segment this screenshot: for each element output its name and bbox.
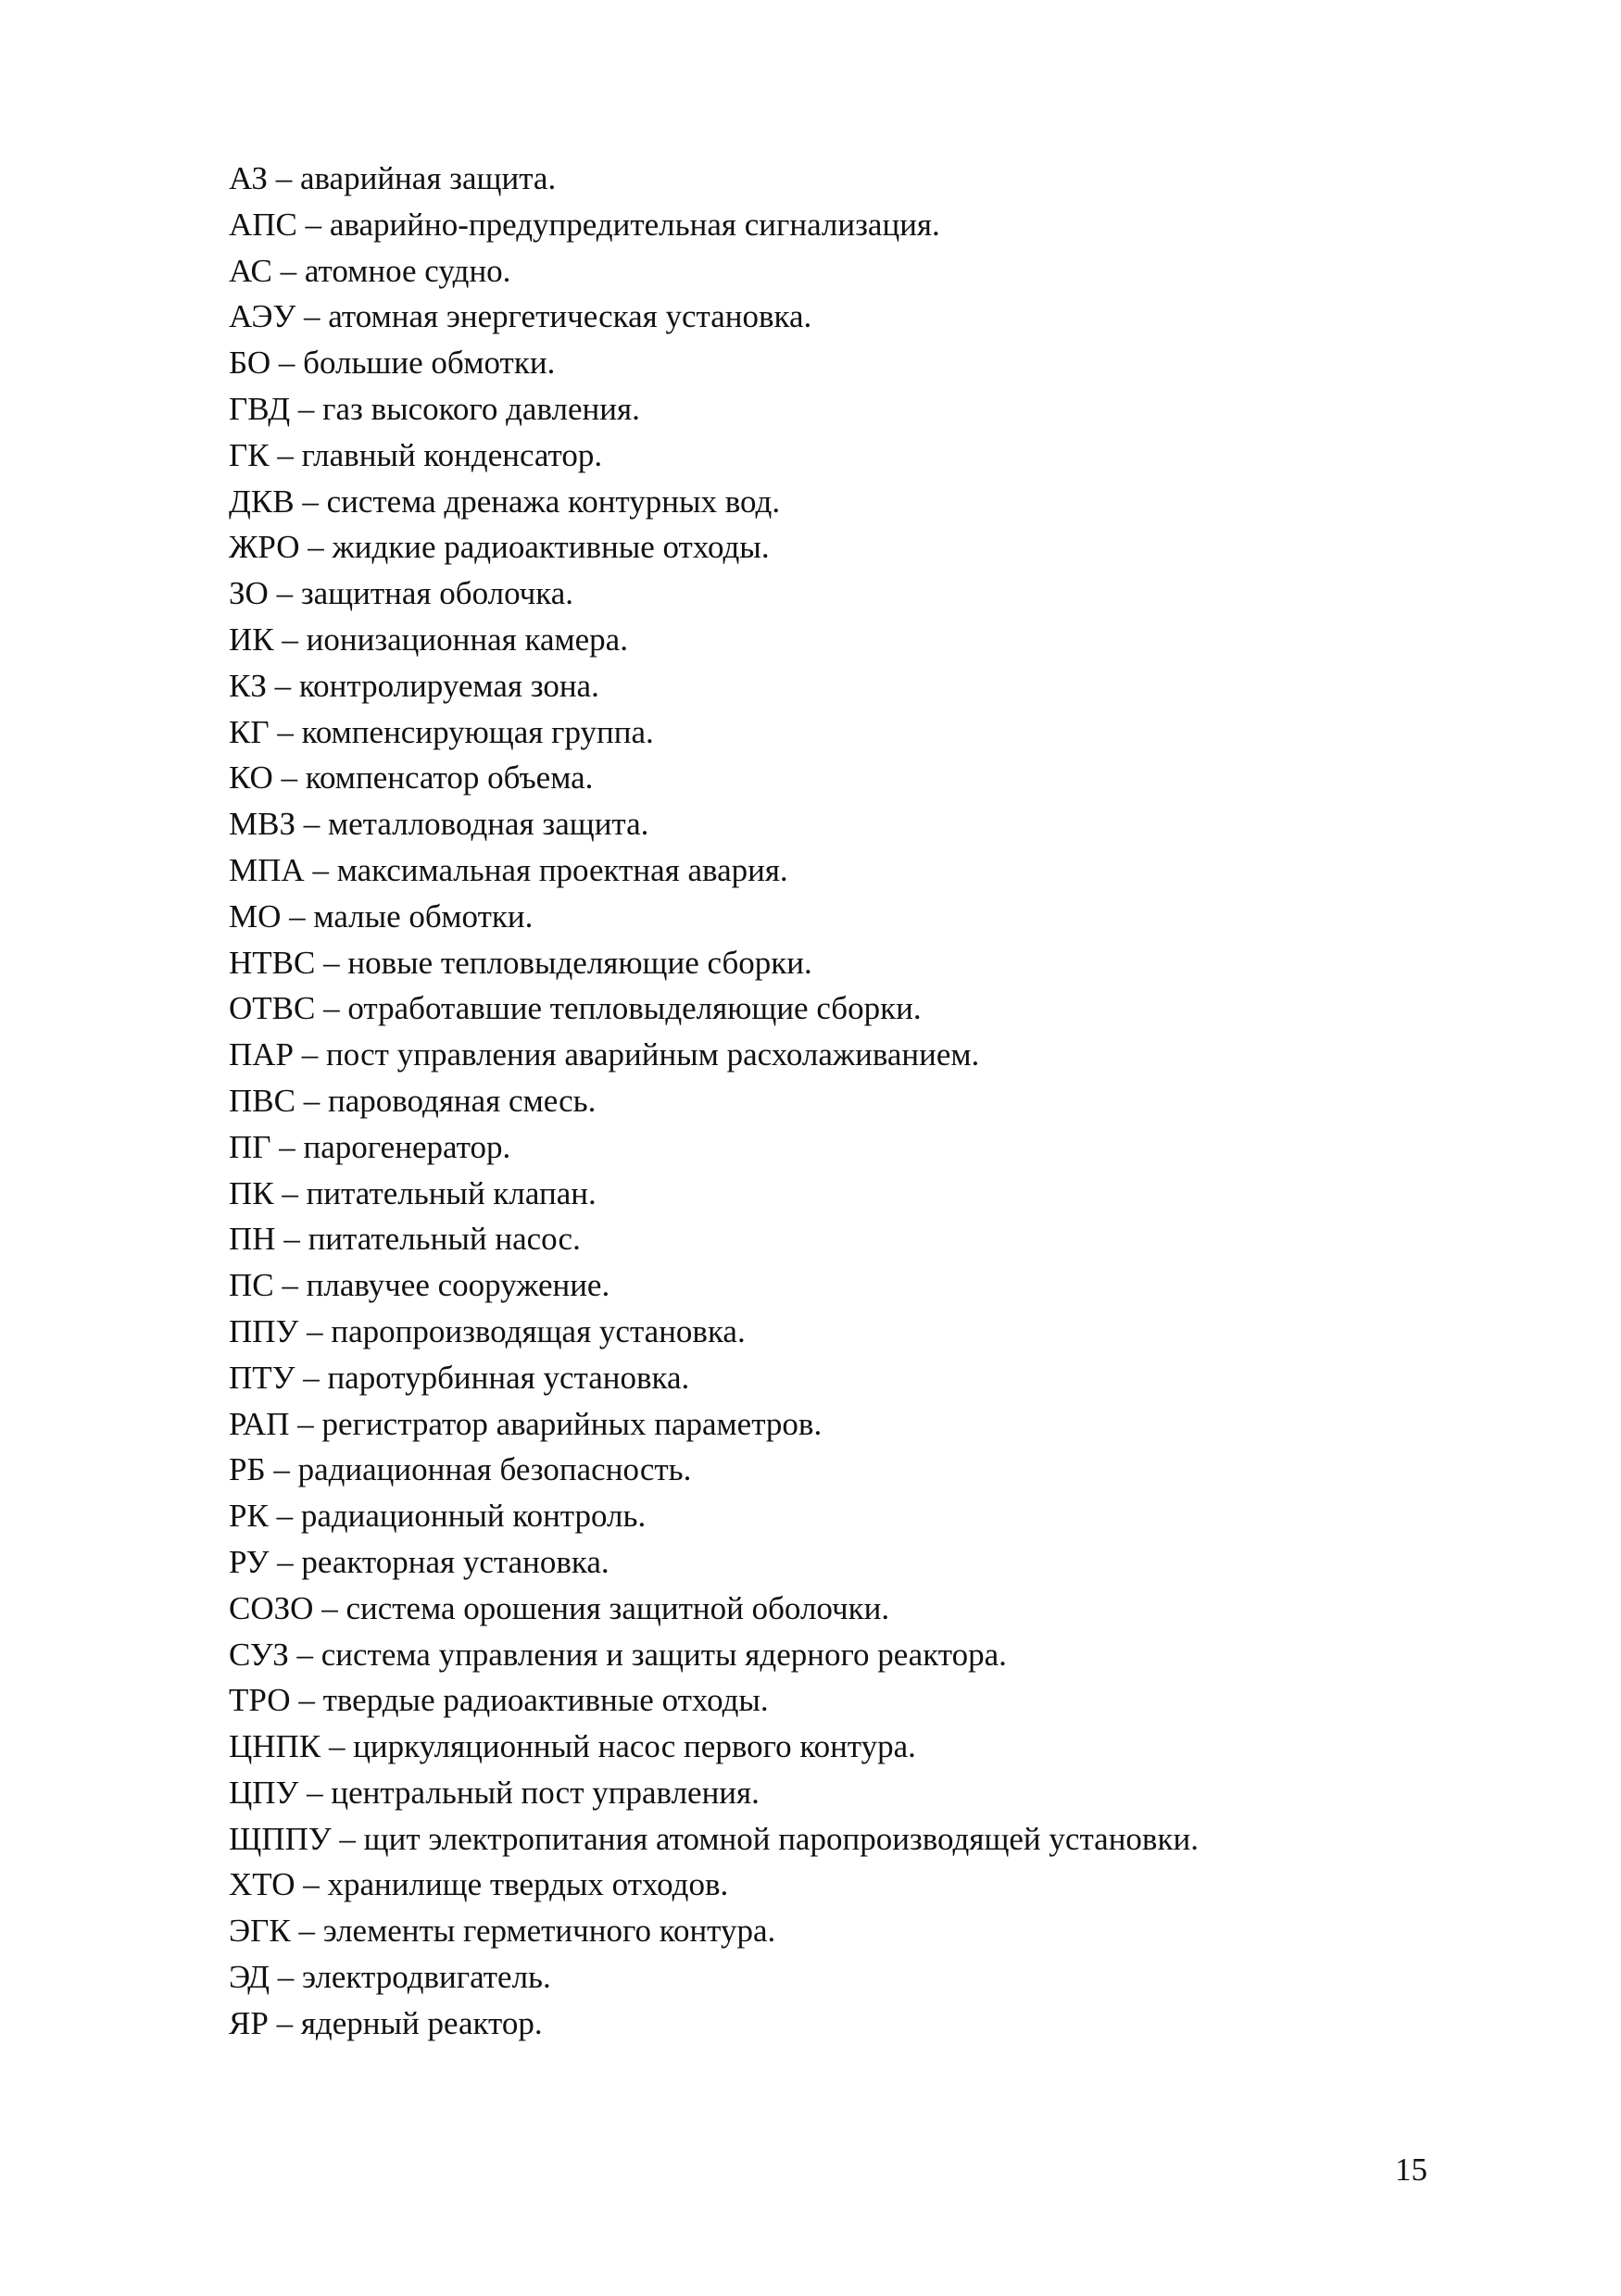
- abbreviation-definition: газ высокого давления.: [322, 390, 640, 427]
- abbreviation-separator: –: [270, 345, 304, 382]
- abbreviation-definition: паропроизводящая установка.: [331, 1312, 746, 1349]
- abbreviation-definition: аварийно-предупредительная сигнализация.: [329, 206, 940, 243]
- abbreviation-definition: плавучее сооружение.: [306, 1267, 610, 1304]
- abbreviation-definition: система управления и защиты ядерного реактора.: [320, 1636, 1007, 1673]
- abbreviation-definition: система дренажа контурных вод.: [326, 483, 781, 520]
- abbreviation-separator: –: [266, 667, 299, 704]
- abbreviation-definition: максимальная проектная авария.: [336, 851, 788, 888]
- abbreviation-separator: –: [313, 1589, 346, 1626]
- abbreviation-entry: [229, 1401, 1433, 1448]
- abbreviation-definition: компенсатор объема.: [305, 759, 594, 797]
- abbreviation-term: ЯР: [229, 2004, 269, 2041]
- abbreviation-term: МПА: [229, 851, 305, 888]
- abbreviation-term: ИК: [229, 621, 274, 658]
- abbreviation-term: ОТВС: [229, 990, 316, 1027]
- abbreviation-term: СУЗ: [229, 1636, 289, 1673]
- abbreviation-separator: –: [268, 2004, 301, 2041]
- abbreviation-definition: металловодная защита.: [328, 806, 649, 843]
- abbreviation-separator: –: [265, 1451, 298, 1488]
- abbreviation-definition: атомное судно.: [304, 252, 511, 289]
- abbreviation-separator: –: [295, 1359, 328, 1396]
- abbreviation-entry: [229, 1447, 1433, 1493]
- abbreviation-entry: [229, 386, 1433, 433]
- abbreviation-definition: реакторная установка.: [301, 1543, 609, 1580]
- abbreviation-definition: электродвигатель.: [302, 1959, 551, 1996]
- abbreviation-separator: –: [271, 252, 305, 289]
- abbreviation-entry: [229, 479, 1433, 525]
- abbreviation-term: ЦНПК: [229, 1728, 321, 1765]
- abbreviation-entry: [229, 1816, 1433, 1863]
- abbreviation-separator: –: [270, 1128, 304, 1165]
- abbreviation-definition: главный конденсатор.: [301, 436, 603, 473]
- abbreviation-separator: –: [273, 621, 307, 658]
- abbreviation-term: КО: [229, 759, 273, 797]
- abbreviation-entry: [229, 1078, 1433, 1124]
- abbreviation-entry: [229, 1262, 1433, 1309]
- abbreviation-separator: –: [298, 1774, 332, 1811]
- abbreviation-term: РУ: [229, 1543, 270, 1580]
- abbreviation-separator: –: [304, 851, 337, 888]
- abbreviation-term: НТВС: [229, 944, 316, 981]
- abbreviation-separator: –: [295, 806, 328, 843]
- abbreviation-definition: малые обмотки.: [313, 897, 534, 935]
- abbreviation-definition: пост управления аварийным расхолаживанием.: [326, 1036, 980, 1073]
- abbreviation-definition: циркуляционный насос первого контура.: [353, 1728, 916, 1765]
- abbreviation-term: АЗ: [229, 160, 268, 196]
- abbreviation-entry: [229, 1309, 1433, 1355]
- abbreviation-entry: [229, 985, 1433, 1032]
- abbreviation-term: РАП: [229, 1405, 290, 1442]
- abbreviation-entry: [229, 940, 1433, 986]
- abbreviation-entry: [229, 524, 1433, 571]
- abbreviation-entry: [229, 1124, 1433, 1171]
- abbreviation-separator: –: [315, 990, 348, 1027]
- abbreviation-term: ПТУ: [229, 1359, 295, 1396]
- abbreviation-entry: [229, 617, 1433, 663]
- abbreviation-term: КЗ: [229, 667, 267, 704]
- abbreviation-term: МВЗ: [229, 806, 295, 843]
- abbreviation-term: АЭУ: [229, 298, 296, 335]
- abbreviation-definition: питательный клапан.: [306, 1174, 597, 1211]
- abbreviation-entry: [229, 1770, 1433, 1816]
- abbreviation-entry: [229, 1586, 1433, 1632]
- abbreviation-entry: [229, 156, 1433, 202]
- abbreviation-definition: система орошения защитной оболочки.: [346, 1589, 890, 1626]
- abbreviation-definition: хранилище твердых отходов.: [327, 1866, 729, 1903]
- abbreviation-definition: большие обмотки.: [303, 345, 556, 382]
- abbreviation-separator: –: [275, 1221, 308, 1258]
- abbreviation-term: РК: [229, 1498, 269, 1535]
- abbreviation-separator: –: [296, 206, 330, 243]
- abbreviation-term: ППУ: [229, 1312, 299, 1349]
- abbreviation-entry: [229, 894, 1433, 940]
- abbreviation-separator: –: [320, 1728, 354, 1765]
- abbreviation-separator: –: [267, 160, 300, 196]
- abbreviation-term: ЗО: [229, 575, 269, 612]
- abbreviation-definition: щит электропитания атомной паропроизводящей установки.: [363, 1820, 1199, 1857]
- abbreviation-term: ГК: [229, 436, 270, 473]
- abbreviation-separator: –: [290, 1682, 323, 1719]
- abbreviation-separator: –: [273, 1174, 307, 1211]
- abbreviation-entry: [229, 1677, 1433, 1724]
- abbreviation-definition: аварийная защита.: [299, 160, 557, 196]
- abbreviation-entry: [229, 248, 1433, 295]
- abbreviation-separator: –: [298, 1312, 332, 1349]
- abbreviation-separator: –: [290, 390, 323, 427]
- abbreviation-separator: –: [331, 1820, 364, 1857]
- abbreviation-entry: [229, 294, 1433, 340]
- abbreviation-list: [229, 156, 1433, 2047]
- abbreviation-separator: –: [281, 897, 314, 935]
- abbreviation-separator: –: [269, 713, 302, 750]
- abbreviation-term: ЭД: [229, 1959, 270, 1996]
- abbreviation-separator: –: [273, 1267, 307, 1304]
- abbreviation-definition: парогенератор.: [303, 1128, 511, 1165]
- abbreviation-definition: ионизационная камера.: [306, 621, 628, 658]
- abbreviation-entry: [229, 1216, 1433, 1262]
- abbreviation-entry: [229, 571, 1433, 617]
- abbreviation-entry: [229, 1954, 1433, 2001]
- abbreviation-entry: [229, 202, 1433, 248]
- abbreviation-definition: регистратор аварийных параметров.: [321, 1405, 823, 1442]
- abbreviation-definition: компенсирующая группа.: [301, 713, 654, 750]
- abbreviation-term: ПГ: [229, 1128, 271, 1165]
- abbreviation-definition: центральный пост управления.: [331, 1774, 760, 1811]
- abbreviation-term: ТРО: [229, 1682, 291, 1719]
- abbreviation-definition: жидкие радиоактивные отходы.: [332, 529, 770, 566]
- abbreviation-entry: [229, 709, 1433, 756]
- abbreviation-entry: [229, 1032, 1433, 1078]
- abbreviation-separator: –: [288, 1636, 321, 1673]
- abbreviation-entry: [229, 1355, 1433, 1401]
- abbreviation-separator: –: [299, 529, 333, 566]
- abbreviation-separator: –: [270, 1959, 303, 1996]
- abbreviation-entry: [229, 1539, 1433, 1586]
- abbreviation-term: ЩППУ: [229, 1820, 332, 1857]
- abbreviation-term: ПС: [229, 1267, 274, 1304]
- abbreviation-entry: [229, 1493, 1433, 1539]
- abbreviation-term: КГ: [229, 713, 270, 750]
- abbreviation-term: АПС: [229, 206, 297, 243]
- abbreviation-separator: –: [315, 944, 348, 981]
- abbreviation-definition: атомная энергетическая установка.: [328, 298, 812, 335]
- abbreviation-separator: –: [269, 1543, 302, 1580]
- abbreviation-entry: [229, 1908, 1433, 1954]
- abbreviation-separator: –: [295, 1866, 328, 1903]
- abbreviation-separator: –: [295, 1082, 328, 1119]
- abbreviation-definition: новые тепловыделяющие сборки.: [347, 944, 812, 981]
- abbreviation-definition: твердые радиоактивные отходы.: [322, 1682, 769, 1719]
- abbreviation-separator: –: [268, 575, 301, 612]
- abbreviation-term: ПН: [229, 1221, 276, 1258]
- abbreviation-term: ДКВ: [229, 483, 295, 520]
- abbreviation-term: РБ: [229, 1451, 266, 1488]
- abbreviation-separator: –: [269, 436, 302, 473]
- abbreviation-definition: отработавшие тепловыделяющие сборки.: [347, 990, 922, 1027]
- abbreviation-definition: питательный насос.: [308, 1221, 581, 1258]
- abbreviation-term: ГВД: [229, 390, 291, 427]
- abbreviation-separator: –: [268, 1498, 301, 1535]
- abbreviation-definition: защитная оболочка.: [300, 575, 574, 612]
- abbreviation-entry: [229, 2001, 1433, 2047]
- abbreviation-separator: –: [294, 483, 327, 520]
- abbreviation-term: ЦПУ: [229, 1774, 299, 1811]
- abbreviation-entry: [229, 1632, 1433, 1678]
- abbreviation-separator: –: [289, 1405, 322, 1442]
- abbreviation-separator: –: [272, 759, 306, 797]
- abbreviation-definition: контролируемая зона.: [298, 667, 599, 704]
- abbreviation-separator: –: [290, 1913, 323, 1950]
- abbreviation-separator: –: [295, 298, 329, 335]
- abbreviation-term: МО: [229, 897, 282, 935]
- abbreviation-term: ПВС: [229, 1082, 295, 1119]
- abbreviation-separator: –: [294, 1036, 327, 1073]
- abbreviation-term: ПК: [229, 1174, 274, 1211]
- abbreviation-entry: [229, 433, 1433, 479]
- abbreviation-definition: ядерный реактор.: [300, 2004, 543, 2041]
- abbreviation-term: ЖРО: [229, 529, 300, 566]
- abbreviation-definition: элементы герметичного контура.: [322, 1913, 776, 1950]
- abbreviation-entry: [229, 1862, 1433, 1908]
- abbreviation-entry: [229, 1724, 1433, 1770]
- abbreviation-entry: [229, 340, 1433, 386]
- abbreviation-term: ХТО: [229, 1866, 295, 1903]
- page-number: 15: [1395, 2152, 1427, 2188]
- abbreviation-definition: паротурбинная установка.: [327, 1359, 690, 1396]
- abbreviation-definition: радиационный контроль.: [300, 1498, 647, 1535]
- abbreviation-entry: [229, 755, 1433, 801]
- abbreviation-term: ЭГК: [229, 1913, 291, 1950]
- abbreviation-term: ПАР: [229, 1036, 295, 1073]
- abbreviation-term: СОЗО: [229, 1589, 314, 1626]
- abbreviation-term: БО: [229, 345, 271, 382]
- abbreviation-definition: радиационная безопасность.: [297, 1451, 692, 1488]
- abbreviation-entry: [229, 663, 1433, 709]
- abbreviation-term: АС: [229, 252, 272, 289]
- abbreviation-entry: [229, 847, 1433, 894]
- abbreviation-entry: [229, 1171, 1433, 1217]
- abbreviation-entry: [229, 801, 1433, 847]
- abbreviation-definition: пароводяная смесь.: [327, 1082, 597, 1119]
